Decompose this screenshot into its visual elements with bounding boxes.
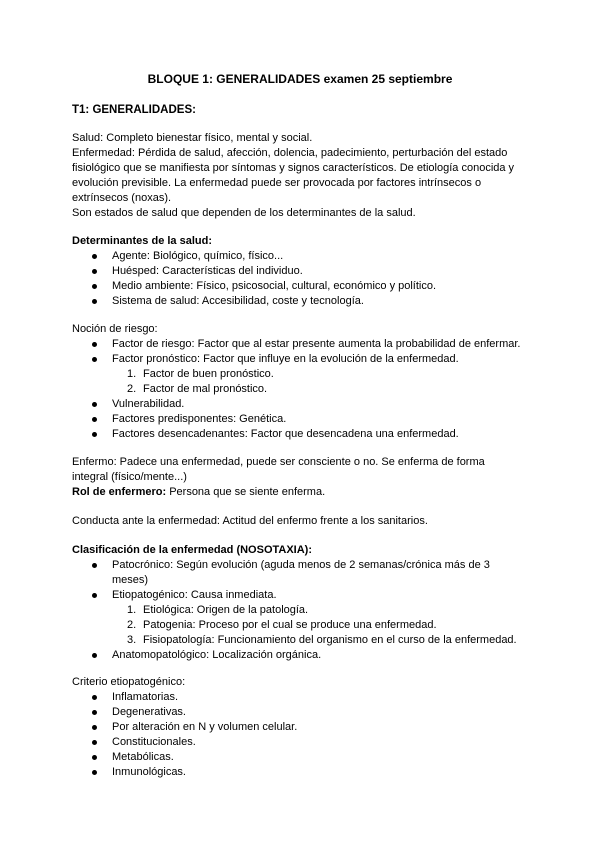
riesgo-list xyxy=(72,337,534,367)
numbered-item xyxy=(72,603,534,618)
list-item: Degenerativas. xyxy=(92,705,534,720)
item-text: Factor de mal pronóstico. xyxy=(143,383,268,395)
numbered-item xyxy=(72,367,534,382)
item-text: Factor de buen pronóstico. xyxy=(143,368,274,380)
clasificacion-list xyxy=(72,558,534,603)
list-item: Factores desencadenantes: Factor que desencadena una enfermedad. xyxy=(92,427,534,442)
enfermedad-definition-line: fisiológico que se manifiesta por síntomas y signos característicos. De etiología conocida y xyxy=(72,162,515,174)
section-title: T1: GENERALIDADES: xyxy=(72,104,196,116)
salud-definition: Salud: Completo bienestar físico, mental y social. xyxy=(72,132,313,144)
list-item: Etiopatogénico: Causa inmediata. xyxy=(92,588,534,603)
enfermo-section xyxy=(72,455,534,500)
item-number: 1. xyxy=(127,604,137,616)
list-item: Constitucionales. xyxy=(92,735,534,750)
item-text: Fisiopatología: Funcionamiento del organismo en el curso de la enfermedad. xyxy=(143,634,517,646)
estados-salud-text: Son estados de salud que dependen de los determinantes de la salud. xyxy=(72,207,416,219)
enfermo-definition-line: integral (físico/mente...) xyxy=(72,471,187,483)
etiopatogenico-sublist xyxy=(72,603,534,648)
criterio-section xyxy=(72,675,534,780)
intro-definitions xyxy=(72,131,534,221)
list-item: Inmunológicas. xyxy=(92,765,534,780)
list-item: Factores predisponentes: Genética. xyxy=(92,412,534,427)
determinantes-list xyxy=(72,249,534,309)
numbered-item xyxy=(72,618,534,633)
list-item: Inflamatorias. xyxy=(92,690,534,705)
rol-enfermero-text: Persona que se siente enferma. xyxy=(166,486,326,498)
document-title: BLOQUE 1: GENERALIDADES examen 25 septiembre xyxy=(147,72,453,86)
item-text: Etiológica: Origen de la patología. xyxy=(143,604,309,616)
list-item: Huésped: Características del individuo. xyxy=(92,264,534,279)
enfermo-definition-line: Enfermo: Padece una enfermedad, puede ser consciente o no. Se enferma de forma xyxy=(72,456,485,468)
list-item: Medio ambiente: Físico, psicosocial, cultural, económico y político. xyxy=(92,279,534,294)
list-item xyxy=(92,558,534,588)
criterio-list xyxy=(72,690,534,780)
rol-enfermero xyxy=(72,485,534,500)
riesgo-list-continued xyxy=(72,397,534,442)
riesgo-heading: Noción de riesgo: xyxy=(72,323,158,335)
rol-enfermero-label: Rol de enfermero: xyxy=(72,486,167,498)
patocronico-line: Patocrónico: Según evolución (aguda menos de 2 semanas/crónica más de 3 xyxy=(112,559,490,571)
list-item: Factor pronóstico: Factor que influye en la evolución de la enfermedad. xyxy=(92,352,534,367)
enfermedad-definition-line: evolución previsible. La enfermedad puede ser provocada por factores intrínsecos o xyxy=(72,177,482,189)
criterio-heading: Criterio etiopatogénico: xyxy=(72,676,186,688)
item-number: 2. xyxy=(127,383,137,395)
item-number: 1. xyxy=(127,368,137,380)
numbered-item xyxy=(72,633,534,648)
conducta-text: Conducta ante la enfermedad: Actitud del enfermo frente a los sanitarios. xyxy=(72,515,428,527)
determinantes-heading: Determinantes de la salud: xyxy=(72,235,212,247)
item-text: Patogenia: Proceso por el cual se produce una enfermedad. xyxy=(143,619,437,631)
clasificacion-heading: Clasificación de la enfermedad (NOSOTAXIA): xyxy=(72,544,313,556)
item-number: 3. xyxy=(127,634,137,646)
list-item: Sistema de salud: Accesibilidad, coste y tecnología. xyxy=(92,294,534,309)
list-item: Agente: Biológico, químico, físico... xyxy=(92,249,534,264)
pronostico-sublist xyxy=(72,367,534,397)
list-item: Vulnerabilidad. xyxy=(92,397,534,412)
list-item: Por alteración en N y volumen celular. xyxy=(92,720,534,735)
enfermedad-definition-line: extrínsecos (noxas). xyxy=(72,192,172,204)
determinantes-section xyxy=(72,234,534,309)
enfermedad-definition-line: Enfermedad: Pérdida de salud, afección, dolencia, padecimiento, perturbación del estado xyxy=(72,147,508,159)
clasificacion-section xyxy=(72,543,534,663)
list-item: Factor de riesgo: Factor que al estar presente aumenta la probabilidad de enfermar. xyxy=(92,337,534,352)
numbered-item xyxy=(72,382,534,397)
list-item: Metabólicas. xyxy=(92,750,534,765)
item-number: 2. xyxy=(127,619,137,631)
list-item: Anatomopatológico: Localización orgánica. xyxy=(92,648,534,663)
clasificacion-list-continued xyxy=(72,648,534,663)
riesgo-section xyxy=(72,322,534,442)
patocronico-line: meses) xyxy=(112,574,149,586)
